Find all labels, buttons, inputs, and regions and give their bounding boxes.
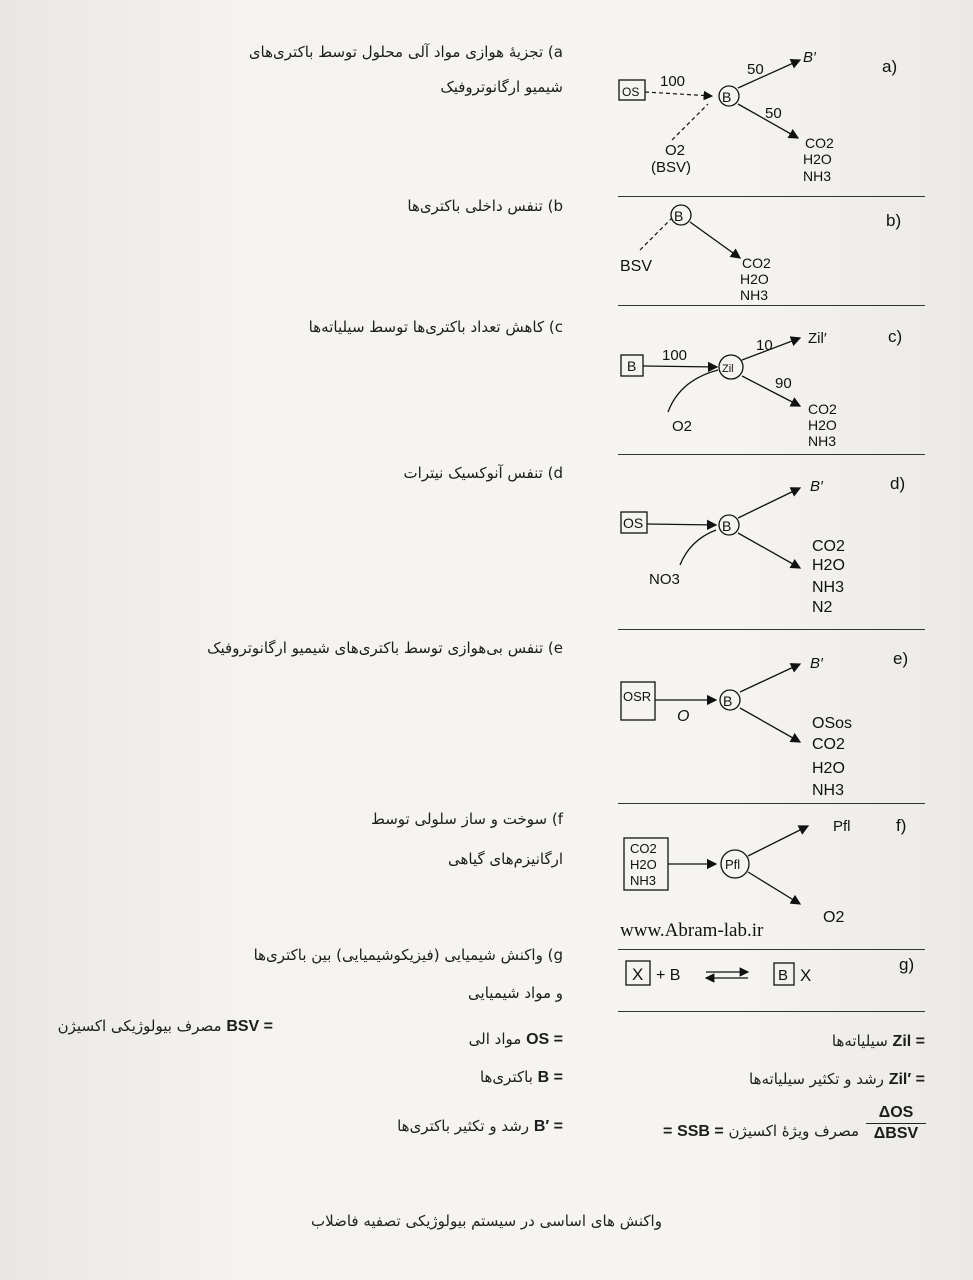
legend-value: باکتری‌ها [479,1068,533,1086]
arrow-to-o2 [748,872,800,904]
diagram-a [619,49,834,184]
product-3: H2O [812,760,845,777]
item-a-line1: a) تجزیهٔ هوازی مواد آلی محلول توسط باکتری‌های [248,43,563,61]
label-o2: O2 [672,418,693,435]
arrow-to-b [647,524,716,525]
node-b-label: B [722,518,732,534]
diagram-b [620,205,771,303]
letter-g: g) [899,955,915,974]
label-zilprime: Zil′ [808,330,827,347]
legend-key: SSB = [677,1123,724,1140]
bound-x: X [800,966,812,985]
figure-caption: واکنش های اساسی در سیستم بیولوژیکی تصفیه فاضلاب [311,1212,662,1230]
arrow-to-products [738,533,800,568]
legend-value: رشد و تکثیر باکتری‌ها [397,1117,530,1135]
product-1: CO2 [812,538,845,555]
label-o2: O2 [823,909,845,926]
product-3: NH3 [808,433,837,449]
product-4: NH3 [812,782,845,799]
item-b-line1: b) تنفس داخلی باکتری‌ها [407,197,563,215]
product-2: H2O [812,557,845,574]
box-b-label: B [627,358,637,374]
legend-b [480,1068,563,1087]
arrow-to-products [690,222,740,258]
value-10: 10 [756,337,773,354]
label-bprime: B′ [810,478,823,495]
legend-zil [832,1032,925,1051]
letter-f: f) [896,816,907,835]
legend-bsv [58,1017,273,1036]
legend-value: مصرف بیولوژیکی اکسیژن [57,1017,222,1035]
box-b-label: B [778,967,789,984]
node-pfl-label: Pfl [725,857,741,872]
item-f-line1: f) سوخت و ساز سلولی توسط [370,810,563,828]
value-50-top: 50 [747,61,764,78]
label-bsv: BSV [620,258,653,275]
label-pfl-out: Pfl [833,818,851,835]
o2-path [668,370,718,412]
diagram-g [626,961,811,985]
ssb-fraction [866,1104,926,1143]
node-zil-label: Zil [722,363,734,375]
product-3: NH3 [803,168,832,184]
node-b-label: B [674,208,684,224]
legend-key: B = [537,1069,563,1086]
box-input-2: H2O [630,857,657,872]
website-url: www.Abram-lab.ir [620,920,764,941]
arrow-to-products [740,708,800,742]
legend-value: مصرف ویژهٔ اکسیژن [728,1122,859,1140]
node-b-label: B [722,89,732,105]
plus-b: + B [656,967,681,984]
letter-b: b) [886,211,902,230]
letter-a: a) [882,57,898,76]
label-bprime: B′ [803,49,816,66]
value-90: 90 [775,375,792,392]
label-no3: NO3 [649,571,680,588]
product-1: CO2 [805,135,834,151]
letter-c: c) [888,327,903,346]
item-e-line1: e) تنفس بی‌هوازی توسط باکتری‌های شیمیو ارگانوتروفیک [207,639,563,657]
item-g-line2: و مواد شیمیایی [468,984,563,1002]
box-osr-label: OSR [623,689,652,704]
value-50-bottom: 50 [765,105,782,122]
letter-d: d) [890,474,906,493]
reaction-diagrams [600,0,973,1020]
item-g-line1: g) واکنش شیمیایی (فیزیکوشیمیایی) بین باکتری‌ها [253,946,563,964]
fraction-denominator: ΔBSV [873,1125,919,1142]
diagram-e [621,655,852,799]
label-o2: O2 [665,142,686,159]
legend-equals: = [662,1123,673,1140]
item-f-line2: ارگانیزم‌های گیاهی [447,850,563,868]
arrow-to-bprime [738,488,800,518]
box-input-1: CO2 [630,841,657,856]
box-os-label: OS [622,85,640,99]
product-2: H2O [740,271,769,287]
item-a-line2: شیمیو ارگانوتروفیک [440,78,563,96]
legend-key: Zil′ = [888,1071,925,1088]
legend-key: Zil = [892,1033,925,1050]
legend-value: مواد الی [468,1030,522,1048]
legend-key: BSV = [226,1018,273,1035]
diagram-d [621,478,845,616]
item-c-line1: c) کاهش تعداد باکتری‌ها توسط سیلیاته‌ها [308,318,563,336]
box-input-3: NH3 [630,873,657,888]
legend-bprime [397,1117,563,1136]
dashed-arrow [645,92,712,96]
fraction-numerator: ΔOS [866,1104,926,1124]
legend-zilprime [749,1070,925,1089]
legend-value: سیلیاته‌ها [831,1032,888,1050]
legend-os [469,1030,563,1049]
diagram-c [621,330,837,449]
legend-key: B′ = [533,1118,563,1135]
label-bprime: B′ [810,655,823,672]
letter-e: e) [893,649,909,668]
product-2: H2O [808,417,837,433]
arrow-to-bprime [740,664,800,692]
dashed-bsv-path [640,218,672,250]
diagram-f [624,818,851,926]
arrow-to-pfl-out [748,826,808,856]
legend-key: OS = [526,1031,563,1048]
node-b-label: B [723,693,733,709]
dashed-o2-path [672,104,708,140]
product-1: OSos [812,715,853,732]
value-100: 100 [660,73,686,90]
box-os-label: OS [623,515,644,531]
product-3: NH3 [812,579,845,596]
no3-path [680,530,716,565]
value-100: 100 [662,347,688,364]
item-d-line1: d) تنفس آنوکسیک نیترات [403,464,563,482]
product-1: CO2 [742,255,771,271]
label-bsv: (BSV) [651,159,692,176]
product-4: N2 [812,599,833,616]
box-x-label: X [632,965,644,984]
legend-value: رشد و تکثیر سیلیاته‌ها [749,1070,884,1088]
arrow-to-zil [643,366,717,367]
product-3: NH3 [740,287,769,303]
product-1: CO2 [808,401,837,417]
label-o: O [677,708,690,725]
product-2: CO2 [812,736,845,753]
legend-ssb [663,1122,859,1141]
product-2: H2O [803,151,832,167]
